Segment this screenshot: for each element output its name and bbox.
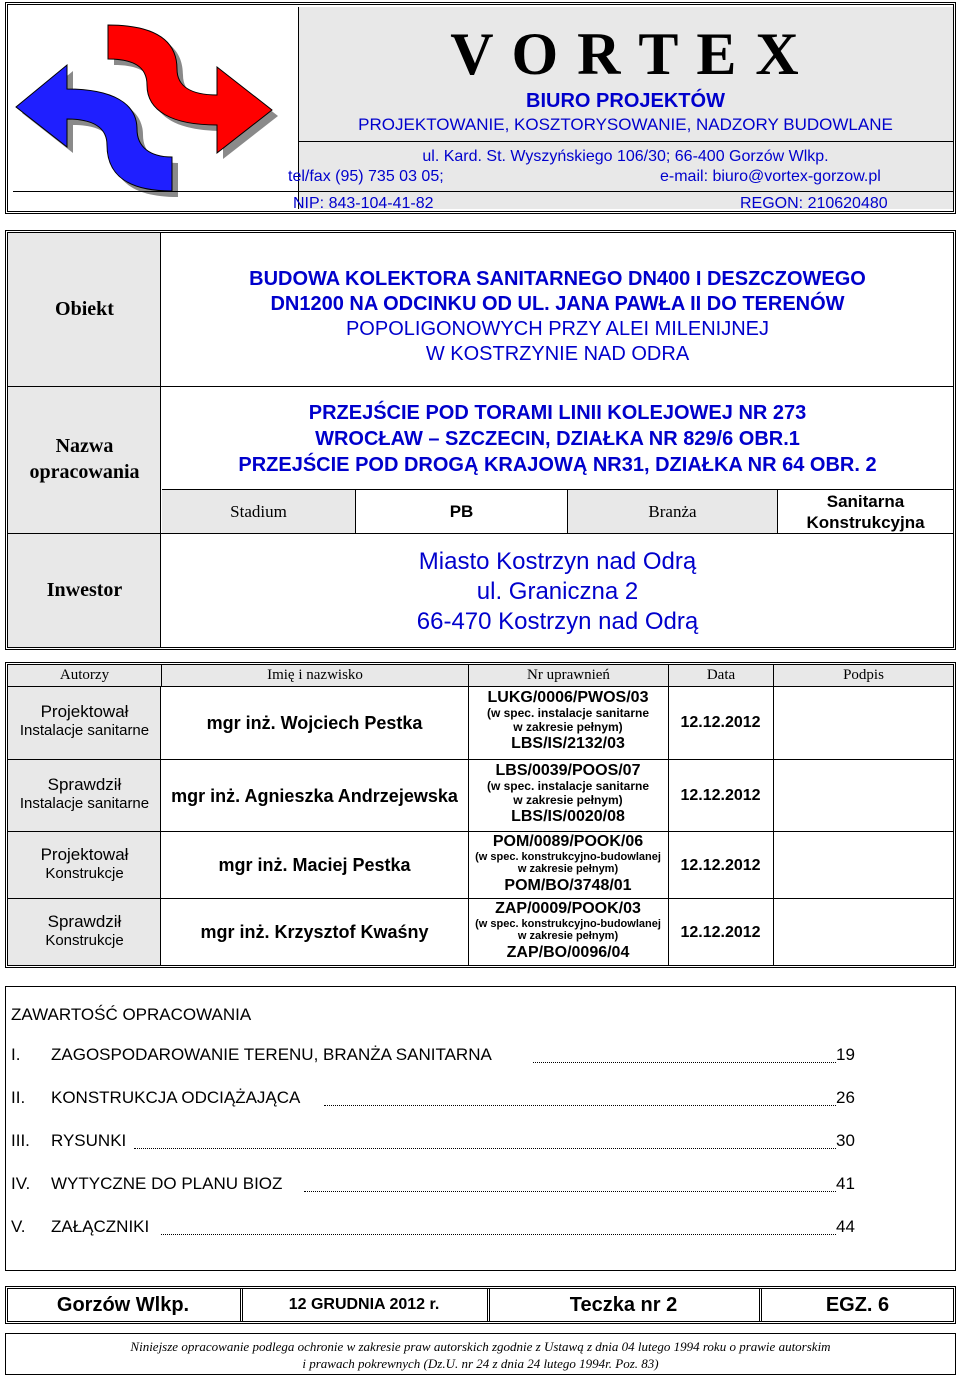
stadium-value: PB xyxy=(355,490,567,533)
footer-bar xyxy=(5,1286,956,1324)
inwestor-label: Inwestor xyxy=(46,578,123,601)
nip-number: NIP: 843-104-41-82 xyxy=(293,195,434,212)
stadium-row xyxy=(162,489,953,533)
permission-cell xyxy=(468,687,668,759)
item-page: 44 xyxy=(836,1217,855,1236)
obiekt-line: BUDOWA KOLEKTORA SANITARNEGO DN400 I DESZCZOWEGO xyxy=(249,268,866,290)
role-cell xyxy=(8,899,161,966)
dot-leader xyxy=(161,1234,836,1235)
signature-cell xyxy=(773,687,953,759)
obiekt-line: DN1200 NA ODCINKU OD UL. JANA PAWŁA II DO TERENÓW xyxy=(270,293,845,315)
permission-note: (w spec. konstrukcyjno-budowlanej xyxy=(475,851,661,863)
obiekt-line: POPOLIGONOWYCH PRZY ALEI MILENIJNEJ xyxy=(345,318,770,340)
vortex-logo xyxy=(12,7,299,209)
table-row xyxy=(8,898,953,965)
role-name: Sprawdził xyxy=(47,775,122,794)
item-title: ZAŁĄCZNIKI xyxy=(51,1217,150,1236)
inwestor-line: Miasto Kostrzyn nad Odrą xyxy=(418,548,697,575)
inwestor-line: 66-470 Kostrzyn nad Odrą xyxy=(416,608,699,635)
contents-item[interactable] xyxy=(6,1217,951,1241)
signature-cell xyxy=(773,899,953,966)
permission-note: w zakresie pełnym) xyxy=(513,793,623,807)
sign-date: 12.12.2012 xyxy=(680,856,761,874)
role-scope: Konstrukcje xyxy=(45,932,124,949)
sign-date: 12.12.2012 xyxy=(680,787,761,804)
authors-table xyxy=(5,662,956,968)
permission-number: LUKG/0006/PWOS/03 xyxy=(487,689,649,706)
permission-number: ZAP/0009/POOK/03 xyxy=(495,900,641,917)
item-title: KONSTRUKCJA ODCIĄŻAJĄCA xyxy=(51,1088,301,1107)
item-number: I. xyxy=(11,1045,21,1064)
role-scope: Instalacje sanitarne xyxy=(19,722,150,739)
role-cell xyxy=(8,760,161,832)
permission-cell xyxy=(468,760,668,832)
regon-number: REGON: 210620480 xyxy=(740,195,888,212)
permission-note: w zakresie pełnym) xyxy=(517,863,619,875)
role-name: Projektował xyxy=(40,702,129,721)
permission-number: LBS/IS/2132/03 xyxy=(511,735,625,752)
copyright-line: i prawach pokrewnych (Dz.U. nr 24 z dnia 24 lutego 1994r. Poz. 83) xyxy=(302,1356,659,1371)
opracowanie-label xyxy=(8,433,161,493)
item-title: ZAGOSPODAROWANIE TERENU, BRANŻA SANITARNA xyxy=(51,1045,492,1064)
permission-number: LBS/IS/0020/08 xyxy=(511,808,625,825)
opracowanie-label-line: opracowania xyxy=(29,461,140,483)
signature-cell xyxy=(773,760,953,832)
item-title: WYTYCZNE DO PLANU BIOZ xyxy=(51,1174,283,1193)
author-name: mgr inż. Maciej Pestka xyxy=(218,855,411,875)
obiekt-label: Obiekt xyxy=(55,298,114,320)
item-page: 41 xyxy=(836,1174,855,1193)
role-scope: Instalacje sanitarne xyxy=(19,795,150,812)
brand-title: V O R T E X xyxy=(450,20,801,87)
role-cell xyxy=(8,687,161,759)
divider-line xyxy=(298,141,953,142)
permission-number: ZAP/BO/0096/04 xyxy=(506,944,630,961)
header-cell: Autorzy xyxy=(59,667,110,683)
item-page: 26 xyxy=(836,1088,855,1107)
footer-folder: Teczka nr 2 xyxy=(487,1289,757,1321)
permission-cell xyxy=(468,899,668,966)
contents-item[interactable] xyxy=(6,1045,951,1069)
branza-line: Konstrukcyjna xyxy=(806,513,925,532)
dot-leader xyxy=(134,1148,836,1149)
permission-note: w zakresie pełnym) xyxy=(513,720,623,734)
sign-date: 12.12.2012 xyxy=(680,923,761,941)
contents-item[interactable] xyxy=(6,1088,951,1112)
header-cell: Nr uprawnień xyxy=(468,665,668,686)
inwestor-line: ul. Graniczna 2 xyxy=(476,578,639,605)
contents-item[interactable] xyxy=(6,1131,951,1155)
permission-number: POM/0089/POOK/06 xyxy=(492,833,644,850)
authors-header-row xyxy=(8,665,953,687)
signature-cell xyxy=(773,832,953,899)
item-number: V. xyxy=(11,1217,26,1236)
dot-leader xyxy=(324,1105,836,1106)
footer-date: 12 GRUDNIA 2012 r. xyxy=(240,1289,485,1321)
opracowanie-label-line: Nazwa xyxy=(55,435,114,457)
inwestor-details xyxy=(162,547,953,637)
sign-date: 12.12.2012 xyxy=(680,714,761,731)
copyright-notice xyxy=(5,1333,956,1375)
role-name: Sprawdził xyxy=(47,912,122,931)
obiekt-line: W KOSTRZYNIE NAD ODRA xyxy=(425,343,690,365)
header-cell: Podpis xyxy=(773,665,953,686)
table-row xyxy=(8,759,953,831)
author-name: mgr inż. Krzysztof Kwaśny xyxy=(200,922,429,942)
contents-title: ZAWARTOŚĆ OPRACOWANIA xyxy=(11,1005,252,1024)
permission-number: LBS/0039/POOS/07 xyxy=(495,762,641,779)
copyright-line: Niniejsze opracowanie podlega ochronie w zakresie praw autorskich zgodnie z Ustawą z dnia 04 lutego 1994 roku o prawie autorskim xyxy=(130,1339,831,1354)
item-page: 19 xyxy=(836,1045,855,1064)
letterhead xyxy=(5,2,956,214)
obiekt-description xyxy=(162,267,953,367)
header-cell: Data xyxy=(668,665,773,686)
contents-section xyxy=(5,986,956,1271)
role-cell xyxy=(8,832,161,899)
opracowanie-line: PRZEJŚCIE POD DROGĄ KRAJOWĄ NR31, DZIAŁKA NR 64 OBR. 2 xyxy=(238,454,877,476)
divider-line xyxy=(13,191,953,192)
header-cell: Imię i nazwisko xyxy=(161,665,468,686)
permission-number: POM/BO/3748/01 xyxy=(504,877,632,894)
role-scope: Konstrukcje xyxy=(45,865,124,882)
branza-label: Branża xyxy=(567,490,777,533)
opracowanie-line: WROCŁAW – SZCZECIN, DZIAŁKA NR 829/6 OBR.1 xyxy=(315,428,800,450)
permission-note: w zakresie pełnym) xyxy=(517,930,619,942)
item-number: IV. xyxy=(11,1174,31,1193)
services-line: PROJEKTOWANIE, KOSZTORYSOWANIE, NADZORY BUDOWLANE xyxy=(358,115,893,134)
table-row xyxy=(8,687,953,759)
item-number: II. xyxy=(11,1088,26,1107)
permission-note: (w spec. konstrukcyjno-budowlanej xyxy=(475,918,661,930)
permission-note: (w spec. instalacje sanitarne xyxy=(486,706,650,720)
role-name: Projektował xyxy=(40,845,129,864)
dot-leader xyxy=(533,1062,836,1063)
project-block xyxy=(5,230,956,650)
opracowanie-line: PRZEJŚCIE POD TORAMI LINII KOLEJOWEJ NR 273 xyxy=(308,402,807,424)
contents-item[interactable] xyxy=(6,1174,951,1198)
author-name: mgr inż. Agnieszka Andrzejewska xyxy=(171,785,458,806)
office-name: BIURO PROJEKTÓW xyxy=(526,89,725,112)
divider-line xyxy=(8,386,953,387)
stadium-label: Stadium xyxy=(162,490,355,533)
permission-cell xyxy=(468,832,668,899)
permission-note: (w spec. instalacje sanitarne xyxy=(486,779,650,793)
office-email[interactable]: e-mail: biuro@vortex-gorzow.pl xyxy=(660,168,881,185)
dot-leader xyxy=(304,1191,836,1192)
branza-value xyxy=(777,490,953,533)
author-name: mgr inż. Wojciech Pestka xyxy=(206,712,423,733)
office-address: ul. Kard. St. Wyszyńskiego 106/30; 66-400 Gorzów Wlkp. xyxy=(422,148,829,165)
office-phone: tel/fax (95) 735 03 05; xyxy=(288,168,444,185)
footer-copy: EGZ. 6 xyxy=(759,1289,953,1321)
opracowanie-description xyxy=(162,400,953,478)
item-title: RYSUNKI xyxy=(51,1131,127,1150)
item-number: III. xyxy=(11,1131,30,1150)
footer-city: Gorzów Wlkp. xyxy=(56,1293,190,1316)
table-row xyxy=(8,831,953,898)
branza-line: Sanitarna xyxy=(826,492,905,511)
item-page: 30 xyxy=(836,1131,855,1150)
